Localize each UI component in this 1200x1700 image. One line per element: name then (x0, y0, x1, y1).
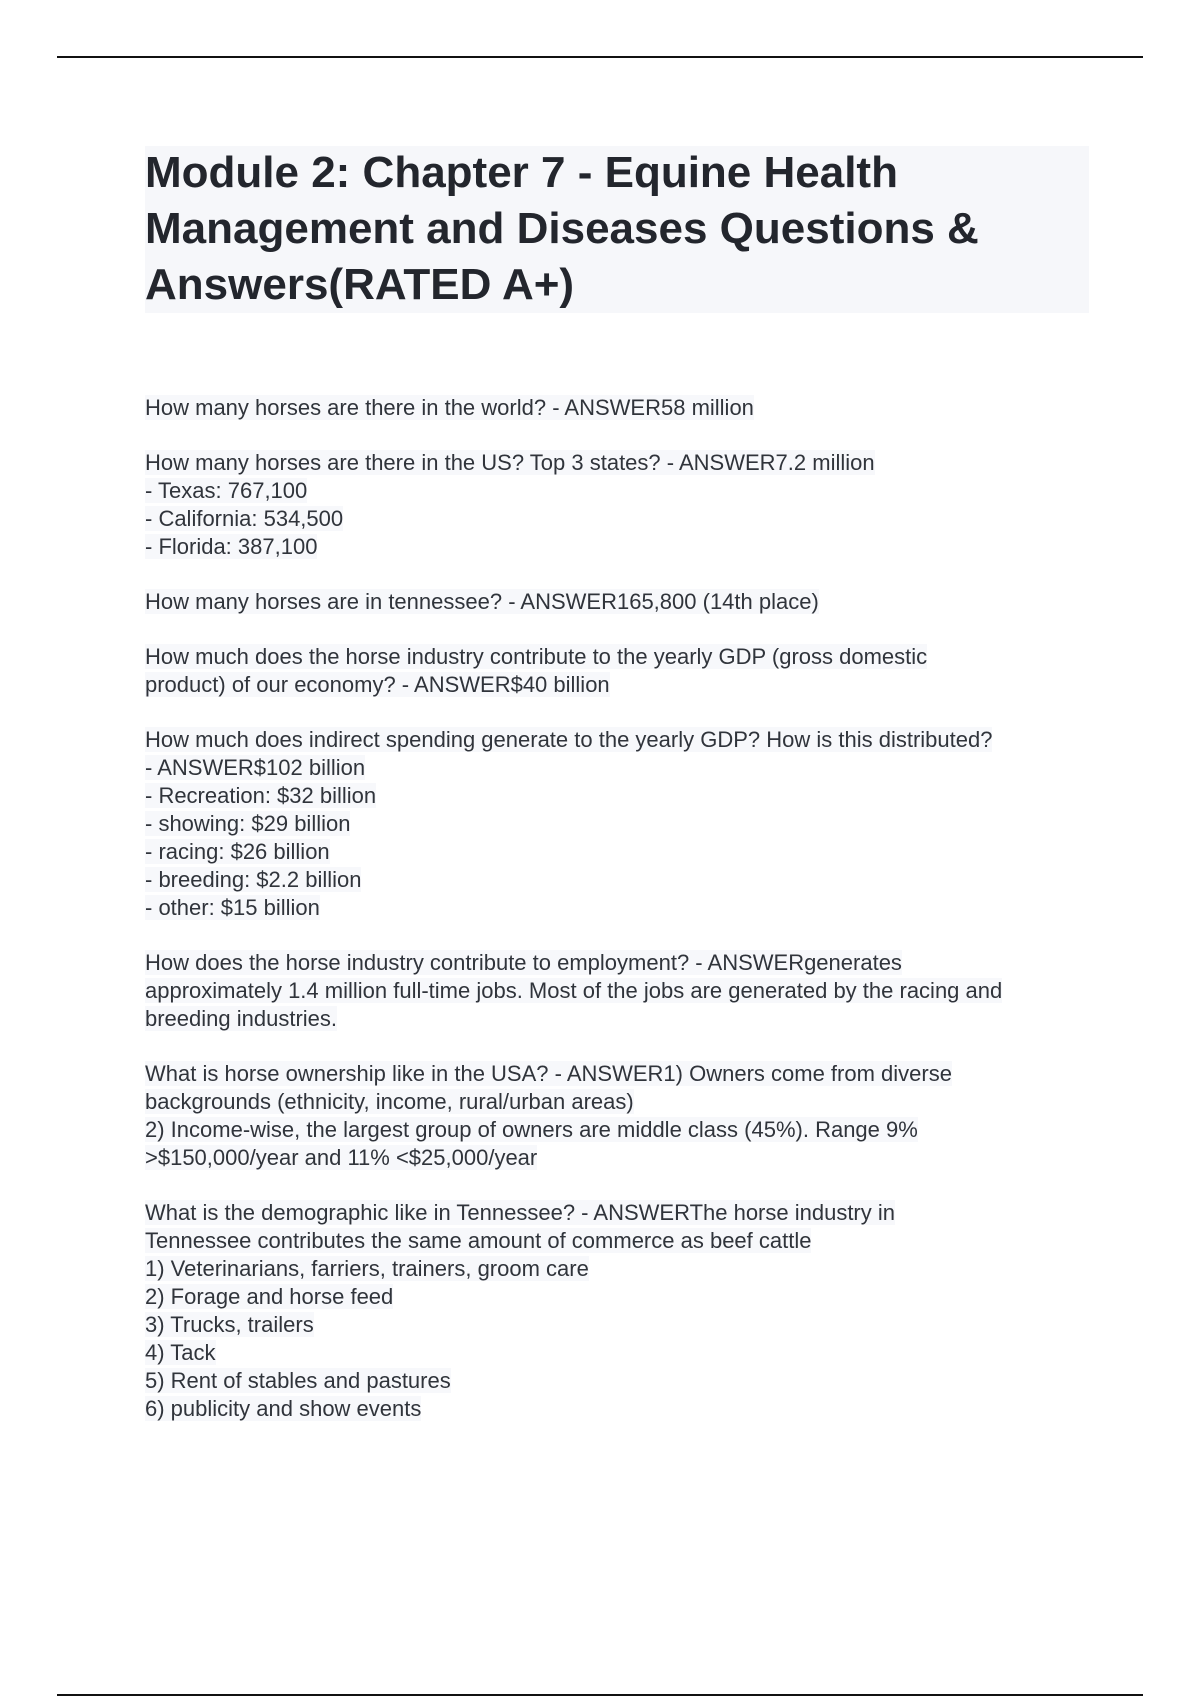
answer-line (145, 1227, 1095, 1255)
question-line (145, 588, 1095, 616)
page-top-rule (57, 56, 1143, 58)
answer-line (145, 477, 1095, 505)
page-bottom-rule (57, 1694, 1143, 1696)
qa-text: How many horses are there in the US? Top 3 states? - ANSWER7.2 million (145, 450, 875, 475)
qa-text: - ANSWER$102 billion (145, 755, 366, 780)
question-line (145, 449, 1095, 477)
qa-text: How many horses are there in the world? - ANSWER58 million (145, 395, 754, 420)
qa-text: - showing: $29 billion (145, 811, 351, 836)
qa-item (145, 449, 1095, 561)
qa-text: - Florida: 387,100 (145, 534, 318, 559)
qa-text: - California: 534,500 (145, 506, 344, 531)
qa-text: 2) Forage and horse feed (145, 1284, 394, 1309)
answer-line (145, 810, 1095, 838)
answer-line (145, 754, 1095, 782)
answer-line (145, 977, 1095, 1005)
qa-text: How many horses are in tennessee? - ANSWER165,800 (14th place) (145, 589, 819, 614)
answer-line (145, 1311, 1095, 1339)
qa-text: approximately 1.4 million full-time jobs. Most of the jobs are generated by the racing and (145, 978, 1003, 1003)
qa-item (145, 643, 1095, 699)
qa-text: - racing: $26 billion (145, 839, 330, 864)
qa-text: What is the demographic like in Tennessee? - ANSWERThe horse industry in (145, 1200, 895, 1225)
answer-line (145, 1339, 1095, 1367)
answer-line (145, 1144, 1095, 1172)
qa-item (145, 1060, 1095, 1172)
answer-line (145, 505, 1095, 533)
qa-text: What is horse ownership like in the USA? - ANSWER1) Owners come from diverse (145, 1061, 952, 1086)
qa-text: >$150,000/year and 11% <$25,000/year (145, 1145, 538, 1170)
answer-line (145, 533, 1095, 561)
answer-line (145, 1005, 1095, 1033)
qa-text: breeding industries. (145, 1006, 338, 1031)
answer-line (145, 866, 1095, 894)
answer-line (145, 894, 1095, 922)
qa-text: 1) Veterinarians, farriers, trainers, groom care (145, 1256, 589, 1281)
answer-line (145, 671, 1095, 699)
qa-item (145, 394, 1095, 422)
qa-text: How much does indirect spending generate to the yearly GDP? How is this distributed? (145, 727, 993, 752)
qa-text: 6) publicity and show events (145, 1396, 422, 1421)
question-line (145, 643, 1095, 671)
answer-line (145, 1367, 1095, 1395)
qa-text: 4) Tack (145, 1340, 216, 1365)
title-line: Module 2: Chapter 7 - Equine Health (145, 148, 898, 197)
qa-item (145, 949, 1095, 1033)
qa-text: Tennessee contributes the same amount of commerce as beef cattle (145, 1228, 812, 1253)
qa-text: backgrounds (ethnicity, income, rural/urban areas) (145, 1089, 634, 1114)
answer-line (145, 1088, 1095, 1116)
question-line (145, 726, 1095, 754)
question-line (145, 394, 1095, 422)
document-title (145, 145, 1095, 313)
qa-list (145, 394, 1095, 1450)
qa-text: - other: $15 billion (145, 895, 320, 920)
qa-text: How much does the horse industry contribute to the yearly GDP (gross domestic (145, 644, 928, 669)
title-line: Answers(RATED A+) (145, 260, 575, 309)
qa-text: How does the horse industry contribute to employment? - ANSWERgenerates (145, 950, 902, 975)
answer-line (145, 782, 1095, 810)
qa-item (145, 1199, 1095, 1423)
answer-line (145, 1255, 1095, 1283)
qa-item (145, 588, 1095, 616)
question-line (145, 1060, 1095, 1088)
qa-text: - Recreation: $32 billion (145, 783, 377, 808)
qa-text: - breeding: $2.2 billion (145, 867, 362, 892)
answer-line (145, 1395, 1095, 1423)
question-line (145, 949, 1095, 977)
qa-text: 3) Trucks, trailers (145, 1312, 314, 1337)
qa-text: 5) Rent of stables and pastures (145, 1368, 451, 1393)
qa-item (145, 726, 1095, 922)
answer-line (145, 838, 1095, 866)
qa-text: product) of our economy? - ANSWER$40 billion (145, 672, 610, 697)
answer-line (145, 1283, 1095, 1311)
title-line: Management and Diseases Questions & (145, 204, 979, 253)
qa-text: 2) Income-wise, the largest group of owners are middle class (45%). Range 9% (145, 1117, 918, 1142)
answer-line (145, 1116, 1095, 1144)
qa-text: - Texas: 767,100 (145, 478, 308, 503)
question-line (145, 1199, 1095, 1227)
